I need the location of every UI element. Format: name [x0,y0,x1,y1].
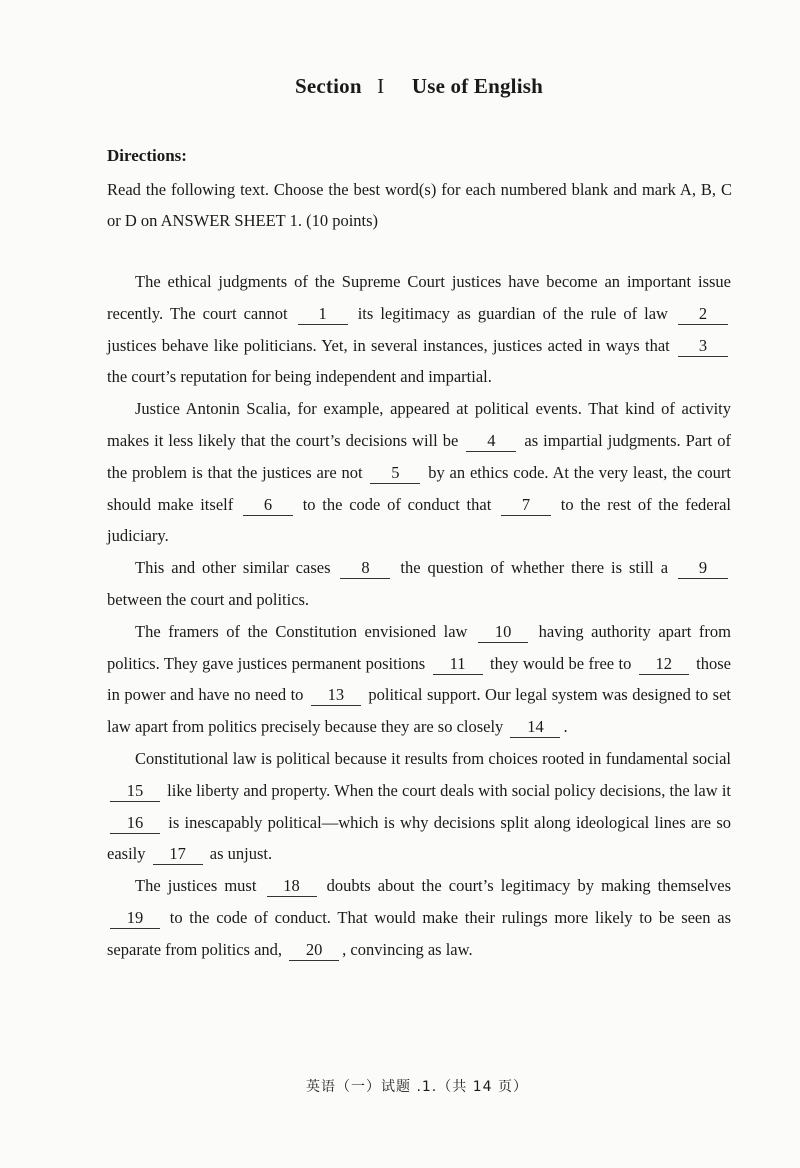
cloze-blank-11[interactable]: 11 [433,654,483,675]
cloze-blank-1[interactable]: 1 [298,304,348,325]
section-title [0,74,800,99]
passage-text: to the rest of the federal judiciary. [107,494,732,546]
passage-text: to the code of conduct. That would make their rulings more likely to be seen as separate from politics and, [107,907,731,959]
passage-text: The justices must [135,876,264,896]
passage-paragraph [107,743,731,870]
cloze-blank-3[interactable]: 3 [678,336,728,357]
cloze-blank-19[interactable]: 19 [110,908,160,929]
cloze-blank-6[interactable]: 6 [243,495,293,516]
passage-paragraph [107,266,731,393]
passage-text: The framers of the Constitution envisioned law [135,621,476,641]
passage-text: as unjust. [205,844,273,864]
passage-text: is inescapably political—which is why decisions split along ideological lines are so easily [107,812,731,864]
passage-text: Constitutional law is political because it results from choices rooted in fundamental social [135,748,731,768]
passage-text: by an ethics code. At the very least, the court should make itself [107,462,731,514]
cloze-blank-14[interactable]: 14 [510,717,560,738]
passage-text: , convincing as law. [342,939,473,959]
passage-paragraph [107,616,731,743]
page-footer: 英语（一）试题 .1.（共 14 页） [306,1079,528,1095]
cloze-blank-5[interactable]: 5 [370,463,420,484]
passage-text: they would be free to [485,653,636,673]
passage-text: the court’s reputation for being independent and impartial. [107,367,492,387]
cloze-passage [107,266,731,966]
section-name: Use of English [411,74,543,98]
cloze-blank-7[interactable]: 7 [501,495,551,516]
passage-text: the question of whether there is still a [393,558,675,578]
cloze-blank-4[interactable]: 4 [466,431,516,452]
cloze-blank-2[interactable]: 2 [678,304,728,325]
passage-text: having authority apart from politics. They gave justices permanent positions [107,621,731,673]
section-number: I [377,74,385,98]
passage-text: its legitimacy as guardian of the rule of law [350,303,675,323]
passage-text: . [563,717,568,737]
directions-heading: Directions: [107,146,187,165]
cloze-blank-18[interactable]: 18 [267,876,317,897]
passage-text: justices behave like politicians. Yet, in several instances, justices acted in ways that [107,335,675,355]
passage-text: Justice Antonin Scalia, for example, appeared at political events. That kind of activity makes it less likely that the court’s decisions will be [107,399,731,450]
passage-text: doubts about the court’s legitimacy by making themselves [319,876,731,896]
cloze-blank-10[interactable]: 10 [478,622,528,643]
cloze-blank-16[interactable]: 16 [110,813,160,834]
cloze-blank-12[interactable]: 12 [639,654,689,675]
cloze-blank-8[interactable]: 8 [340,558,390,579]
cloze-blank-20[interactable]: 20 [289,940,339,961]
passage-text: those in power and have no need to [107,653,731,705]
passage-paragraph [107,870,731,965]
cloze-blank-17[interactable]: 17 [153,844,203,865]
passage-text: to the code of conduct that [295,494,499,514]
passage-paragraph [107,552,731,616]
cloze-blank-9[interactable]: 9 [678,558,728,579]
cloze-blank-13[interactable]: 13 [311,685,361,706]
passage-text: This and other similar cases [135,558,338,578]
directions-text: Read the following text. Choose the best word(s) for each numbered blank and mark A, B, C or D on ANSWER SHEET 1. (10 points) [107,180,732,230]
passage-text: as impartial judgments. Part of the problem is that the justices are not [107,430,731,482]
cloze-blank-15[interactable]: 15 [110,781,160,802]
passage-paragraph [107,393,731,552]
section-label: Section [294,74,362,98]
passage-text: between the court and politics. [107,589,310,609]
passage-text: The ethical judgments of the Supreme Court justices have become an important issue recently. The court cannot [107,272,731,323]
passage-text: political support. Our legal system was designed to set law apart from politics precisely because they are so closely [107,685,731,737]
passage-text: like liberty and property. When the court deals with social policy decisions, the law it [163,780,731,800]
